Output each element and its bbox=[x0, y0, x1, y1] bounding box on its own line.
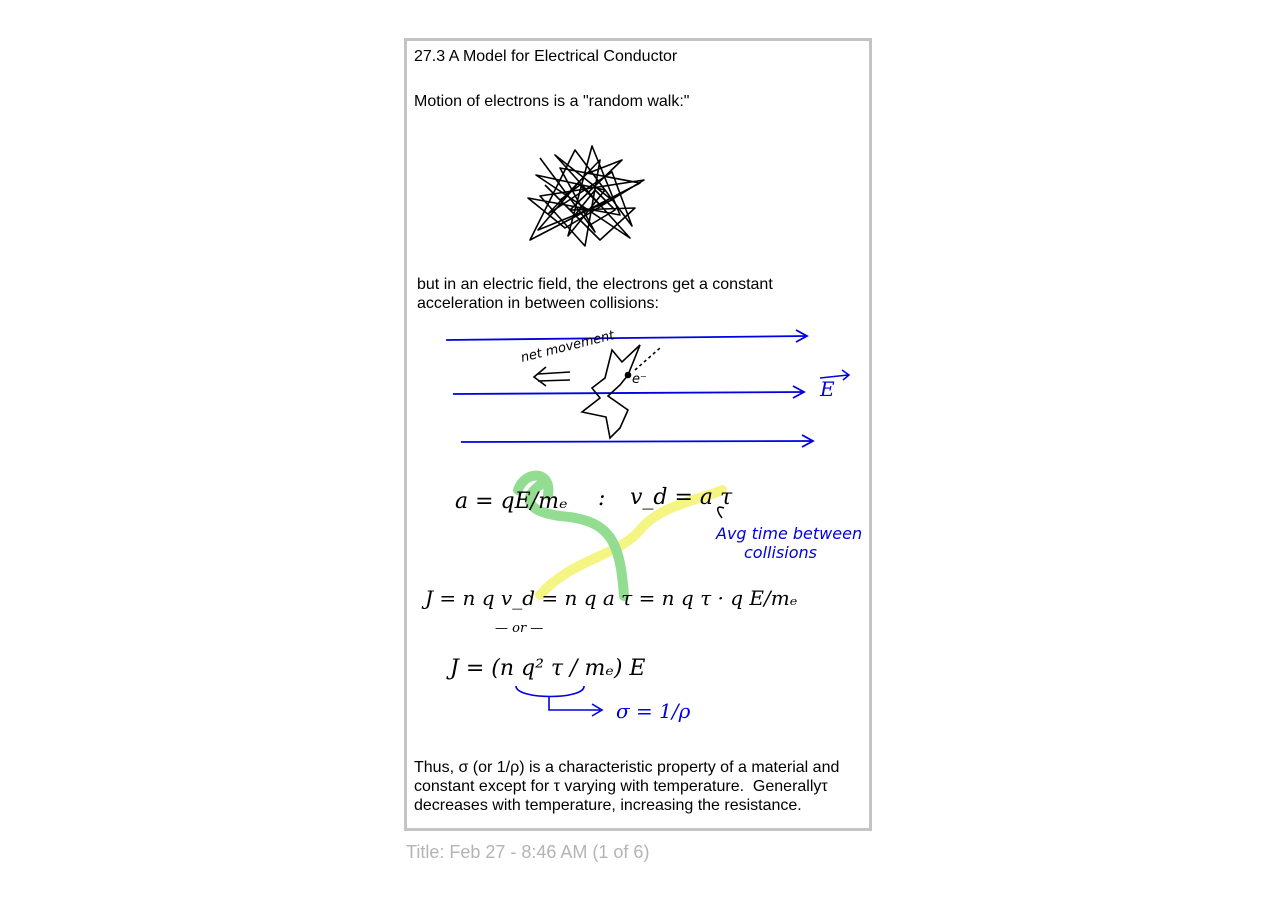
field-label-e: E bbox=[820, 377, 835, 401]
random-walk-text: Motion of electrons is a "random walk:" bbox=[414, 93, 690, 110]
conclusion-text-2: constant except for τ varying with temperature. Generallyτ bbox=[414, 778, 828, 795]
page-heading: 27.3 A Model for Electrical Conductor bbox=[414, 48, 678, 65]
equation-drift: v_d = a τ bbox=[630, 485, 733, 510]
electric-field-text-1: but in an electric field, the electrons get a constant bbox=[417, 276, 773, 293]
avg-time-label-2: collisions bbox=[744, 543, 817, 562]
equation-current: J = n q v_d = n q a τ = n q τ · q E/mₑ bbox=[425, 586, 798, 610]
or-separator: — or — bbox=[495, 621, 544, 636]
notebook-page bbox=[404, 38, 872, 831]
avg-time-label-1: Avg time between bbox=[716, 524, 863, 543]
electric-field-text-2: acceleration in between collisions: bbox=[417, 295, 659, 312]
sigma-label: σ = 1/ρ bbox=[616, 699, 691, 723]
net-movement-label: net movement bbox=[519, 328, 616, 366]
equation-accel: a = qE/mₑ bbox=[455, 489, 568, 514]
electron-label: e⁻ bbox=[632, 372, 647, 387]
conclusion-text-3: decreases with temperature, increasing the resistance. bbox=[414, 797, 802, 814]
equation-current-2: J = (n q² τ / mₑ) E bbox=[450, 656, 646, 681]
page-caption: Title: Feb 27 - 8:46 AM (1 of 6) bbox=[406, 842, 650, 862]
conclusion-text-1: Thus, σ (or 1/ρ) is a characteristic property of a material and bbox=[414, 759, 840, 776]
eq-separator: : bbox=[598, 486, 606, 511]
